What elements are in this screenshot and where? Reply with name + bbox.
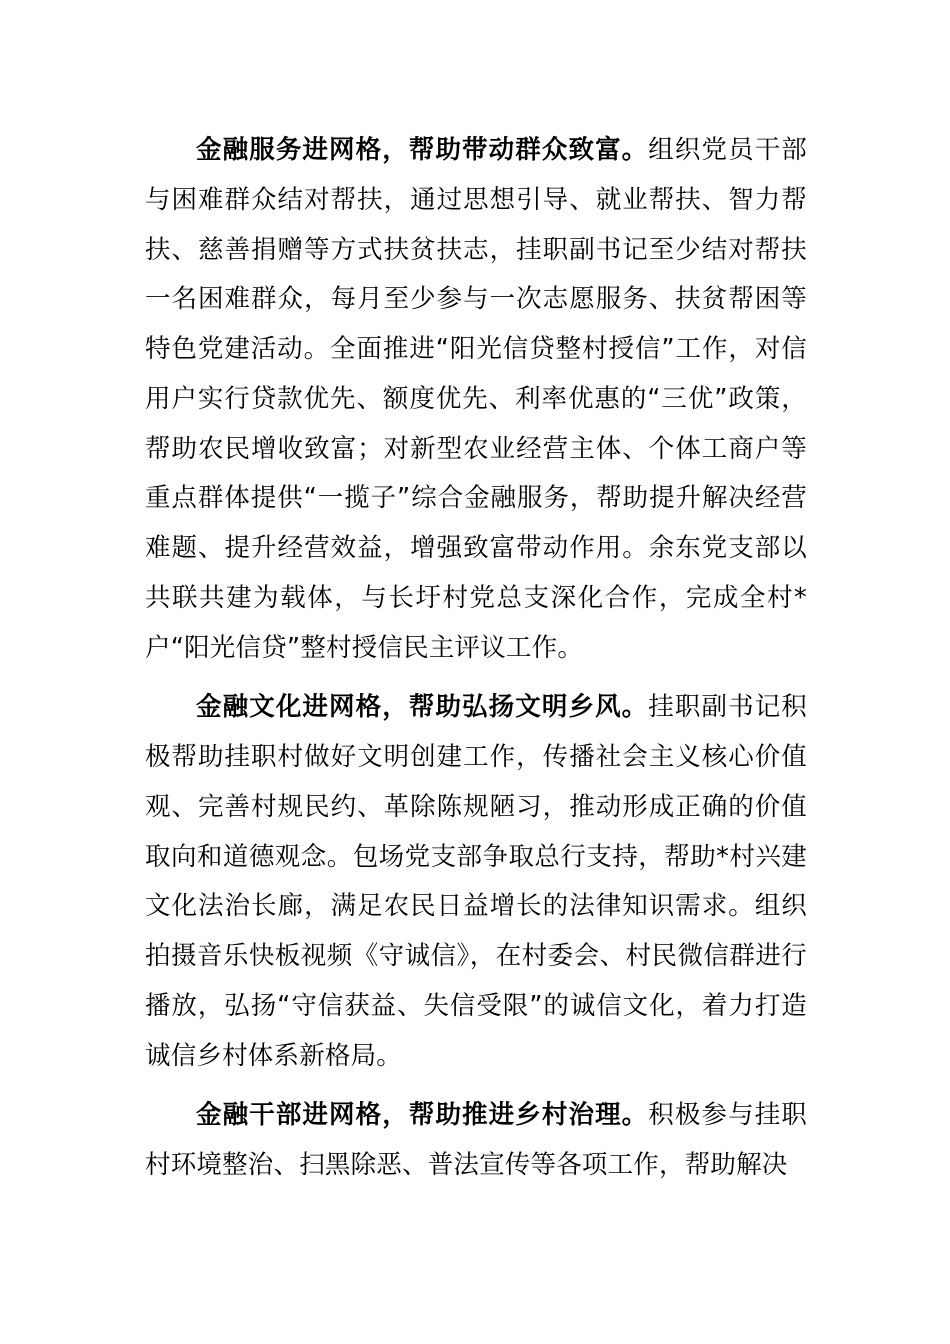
paragraph-financial-services xyxy=(145,126,807,673)
document-page xyxy=(145,126,807,1201)
paragraph-body-text: 组织党员干部与困难群众结对帮扶，通过思想引导、就业帮扶、智力帮扶、慈善捐赠等方式扶贫扶志，挂职副书记至少结对帮扶一名困难群众，每月至少参与一次志愿服务、扶贫帮困等特色党建活动。全面推进“阳光信贷整村授信”工作，对信用户实行贷款优先、额度优先、利率优惠的“三优”政策，帮助农民增收致富；对新型农业经营主体、个体工商户等重点群体提供“一揽子”综合金融服务，帮助提升解决经营难题、提升经营效益，增强致富带动作用。余东党支部以共联共建为载体，与长圩村党总支深化合作，完成全村*户“阳光信贷”整村授信民主评议工作。 xyxy=(145,135,808,663)
paragraph-body-text: 积极参与挂职村环境整治、扫黑除恶、普法宣传等各项工作，帮助解决 xyxy=(145,1100,808,1180)
paragraph-lead-heading: 金融干部进网格，帮助推进乡村治理。 xyxy=(196,1100,649,1131)
paragraph-financial-cadres xyxy=(145,1091,807,1191)
paragraph-lead-heading: 金融服务进网格，帮助带动群众致富。 xyxy=(196,135,649,165)
paragraph-lead-heading: 金融文化进网格，帮助弘扬文明乡风。 xyxy=(196,692,649,723)
paragraph-financial-culture xyxy=(145,683,807,1081)
paragraph-body-text: 挂职副书记积极帮助挂职村做好文明创建工作，传播社会主义核心价值观、完善村规民约、革除陈规陋习，推动形成正确的价值取向和道德观念。包场党支部争取总行支持，帮助*村兴建文化法治长廊，满足农民日益增长的法律知识需求。组织拍摄音乐快板视频《守诚信》，在村委会、村民微信群进行播放，弘扬“守信获益、失信受限”的诚信文化，着力打造诚信乡村体系新格局。 xyxy=(145,692,808,1071)
